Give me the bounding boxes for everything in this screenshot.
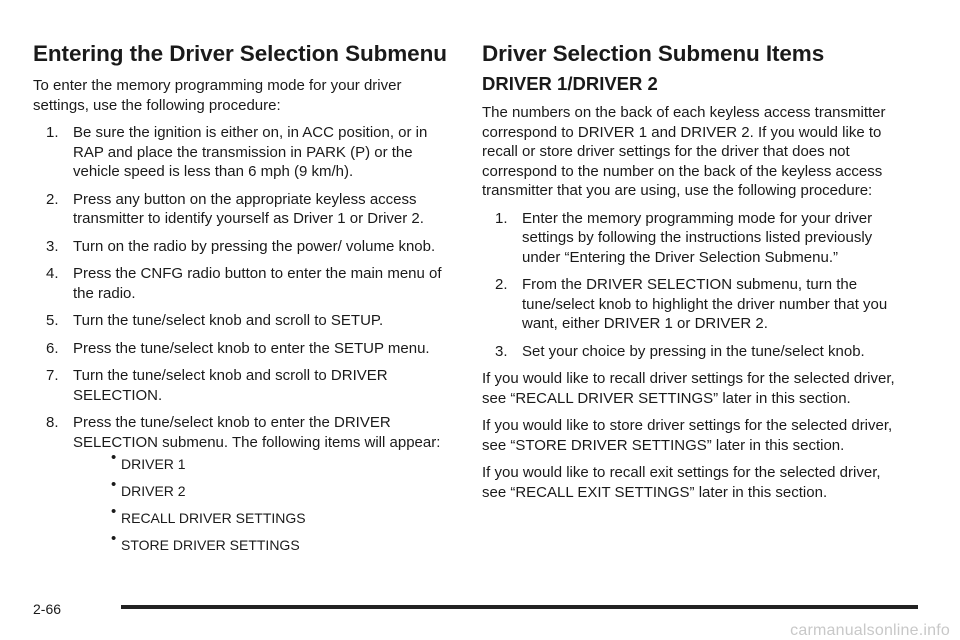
page-footer bbox=[33, 595, 893, 615]
bullet-icon: • bbox=[111, 449, 117, 466]
section-heading-entering: Entering the Driver Selection Submenu bbox=[33, 41, 447, 66]
list-item: 5. Turn the tune/select knob and scroll to SETUP. bbox=[46, 312, 384, 329]
list-item: 6. Press the tune/select knob to enter the SETUP menu. bbox=[46, 339, 430, 357]
left-column bbox=[33, 40, 453, 563]
list-item: 2. From the DRIVER SELECTION submenu, turn the tune/select knob to highlight the driver number that you want, either DRIVER 1 or DRIVER 2. bbox=[495, 276, 888, 333]
right-column bbox=[482, 40, 902, 510]
recall-driver-paragraph: If you would like to recall driver settings for the selected driver, see “RECALL DRIVER SETTINGS” later in this section. bbox=[482, 370, 895, 407]
list-item: 4. Press the CNFG radio button to enter the main menu of the radio. bbox=[46, 265, 442, 302]
procedure-list bbox=[33, 123, 453, 554]
watermark: carmanualsonline.info bbox=[790, 622, 950, 639]
bullet-item: • DRIVER 2 bbox=[111, 476, 186, 499]
footer-rule bbox=[121, 605, 918, 609]
page-number: 2-66 bbox=[33, 601, 62, 617]
procedure-list bbox=[482, 209, 902, 362]
store-driver-paragraph: If you would like to store driver settings for the selected driver, see “STORE DRIVER SETTINGS” later in this section. bbox=[482, 417, 893, 454]
section-heading-items: Driver Selection Submenu Items bbox=[482, 41, 825, 66]
list-item: 1. Enter the memory programming mode for your driver settings by following the instructions listed previously under “Entering the Driver Selection Submenu.” bbox=[495, 209, 873, 266]
list-item: 3. Turn on the radio by pressing the power/ volume knob. bbox=[46, 237, 436, 255]
bullet-item: • DRIVER 1 bbox=[111, 449, 186, 472]
list-item: 8. Press the tune/select knob to enter the DRIVER SELECTION submenu. The following items will appear: • DRIVER 1 • DRIVER 2 • RECALL DRIVER SETTINGS • STORE DRIVER SETTINGS bbox=[33, 413, 453, 554]
submenu-items-list bbox=[73, 449, 453, 554]
bullet-icon: • bbox=[111, 530, 117, 547]
list-item: 7. Turn the tune/select knob and scroll to DRIVER SELECTION. bbox=[46, 367, 388, 404]
intro-paragraph: To enter the memory programming mode for your driver settings, use the following procedure: bbox=[33, 77, 402, 114]
bullet-icon: • bbox=[111, 503, 117, 520]
recall-exit-paragraph: If you would like to recall exit settings for the selected driver, see “RECALL EXIT SETTINGS” later in this section. bbox=[482, 464, 881, 501]
intro-paragraph: The numbers on the back of each keyless access transmitter correspond to DRIVER 1 and DRIVER 2. If you would like to recall or store driver settings for the driver that does not correspond to the number on the back of the keyless access transmitter that you are using, use the following procedure: bbox=[482, 104, 886, 200]
list-item: 3. Set your choice by pressing in the tune/select knob. bbox=[495, 342, 865, 360]
list-item: 2. Press any button on the appropriate keyless access transmitter to identify yourself as Driver 1 or Driver 2. bbox=[46, 190, 424, 227]
list-item: 1. Be sure the ignition is either on, in ACC position, or in RAP and place the transmission in PARK (P) or the vehicle speed is less than 6 mph (9 km/h). bbox=[46, 124, 428, 180]
subheading-driver: DRIVER 1/DRIVER 2 bbox=[482, 73, 658, 94]
bullet-item: • STORE DRIVER SETTINGS bbox=[111, 530, 300, 553]
bullet-item: • RECALL DRIVER SETTINGS bbox=[111, 503, 306, 526]
bullet-icon: • bbox=[111, 476, 117, 493]
